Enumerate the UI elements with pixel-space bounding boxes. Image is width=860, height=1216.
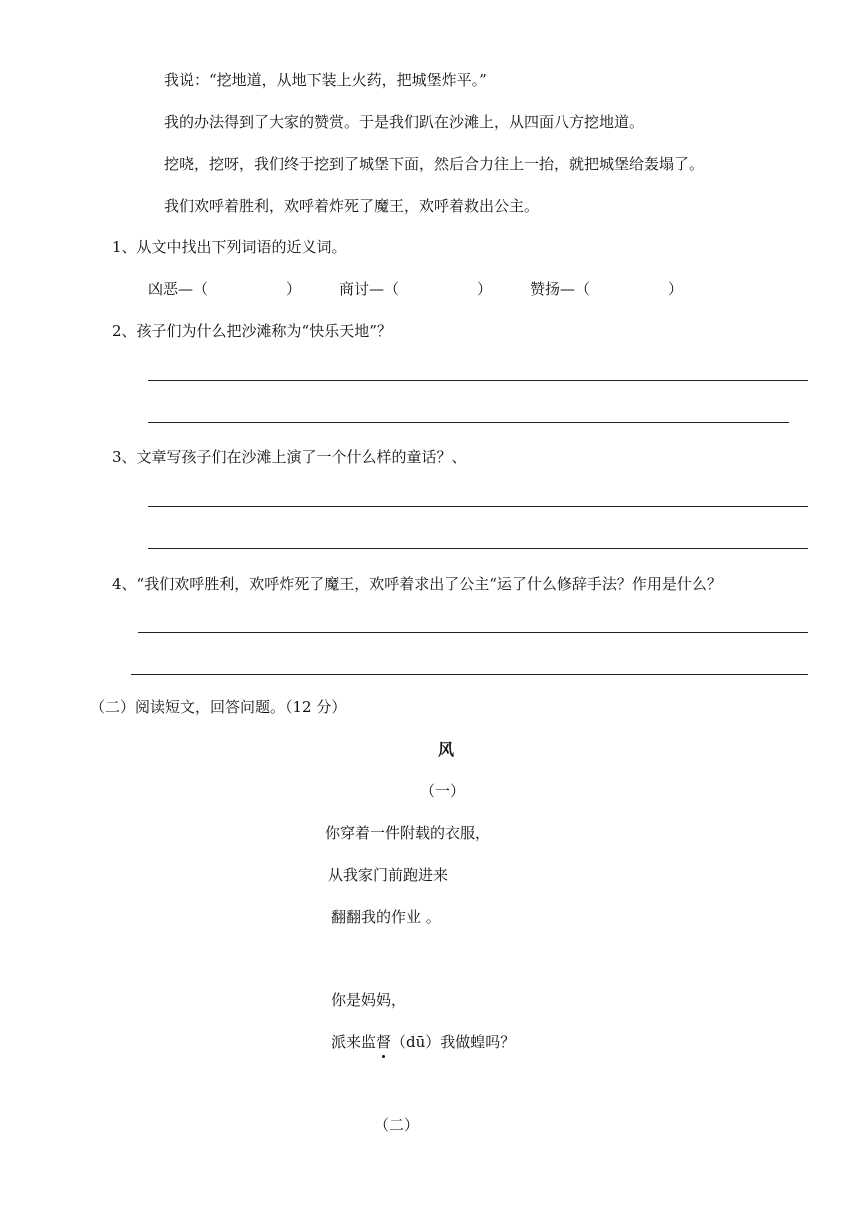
passage-paragraph: 挖哓，挖呀，我们终于挖到了城堡下面，然后合力往上一抬，就把城堡给轰塌了。 xyxy=(164,155,705,173)
passage-paragraph: 我说：“挖地道，从地下装上火药，把城堡炸平。” xyxy=(164,71,487,89)
question-3: 3、文章写孩子们在沙滩上演了一个什么样的童话？、 xyxy=(112,448,467,466)
passage-paragraph: 我的办法得到了大家的赞赏。于是我们趴在沙滩上，从四面八方挖地道。 xyxy=(164,113,645,131)
poem-line: 翻翻我的作业 。 xyxy=(331,908,441,926)
synonym-item-close: ） xyxy=(286,280,302,298)
question-1: 1、从文中找出下列词语的近义词。 xyxy=(112,238,347,256)
answer-line xyxy=(148,422,789,423)
passage-paragraph: 我们欢呼着胜利，欢呼着炸死了魔王，欢呼着救出公主。 xyxy=(164,197,540,215)
answer-line xyxy=(148,380,808,381)
poem-title: 风 xyxy=(438,740,455,759)
answer-line xyxy=(148,548,808,549)
emphasis-dot-char: 督 xyxy=(376,1033,392,1051)
answer-line xyxy=(138,632,808,633)
poem-part-label: （一） xyxy=(420,782,466,800)
section-heading: （二）阅读短文，回答问题。（12 分） xyxy=(90,698,347,716)
synonym-item-label: 商讨—（ xyxy=(339,280,400,298)
poem-line xyxy=(331,1032,515,1052)
question-2: 2、孩子们为什么把沙滩称为“快乐天地”？ xyxy=(112,322,392,340)
poem-line: 你是妈妈， xyxy=(331,991,407,1009)
synonym-item-close: ） xyxy=(477,280,493,298)
poem-line: 你穿着一件附载的衣服， xyxy=(325,824,491,842)
synonym-item-close: ） xyxy=(668,280,684,298)
answer-line xyxy=(131,674,808,675)
question-4: 4、“我们欢呼胜利，欢呼炸死了魔王，欢呼着求出了公主“运了什么修辞手法？作用是什么？ xyxy=(112,575,722,593)
poem-text: （dū）我做蝗吗？ xyxy=(391,1033,516,1051)
synonym-item-label: 凶恶—（ xyxy=(148,280,209,298)
answer-line xyxy=(148,506,808,507)
poem-line: 从我家门前跑进来 xyxy=(328,866,449,884)
poem-text: 派来监 xyxy=(331,1033,377,1051)
synonym-item-label: 赞扬—（ xyxy=(530,280,591,298)
poem-part-label: （二） xyxy=(374,1116,420,1134)
